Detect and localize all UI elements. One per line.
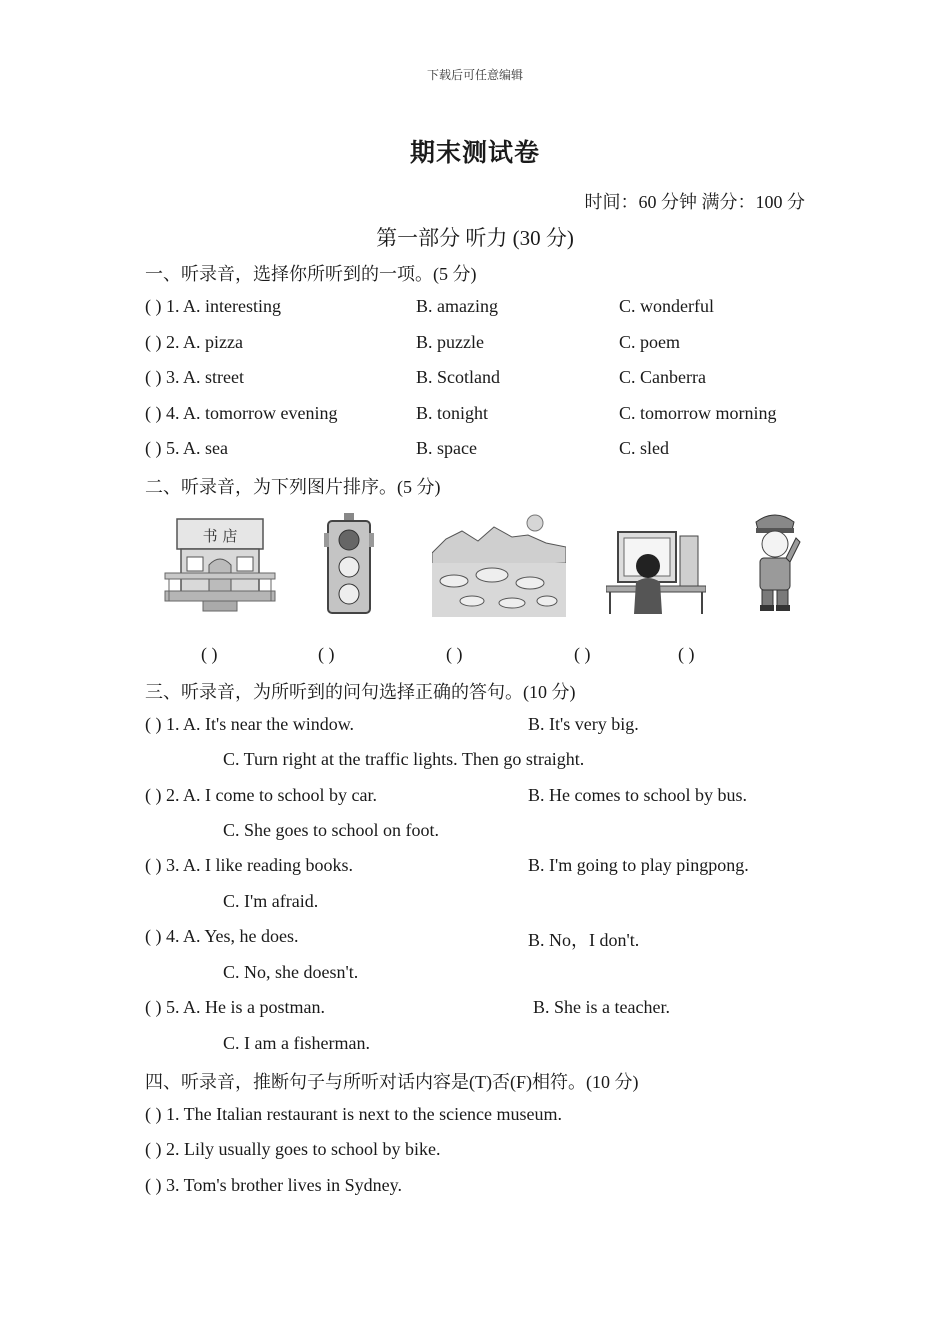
section1-q1: ( ) 1. A. interesting: [145, 296, 281, 316]
section3-q3: ( ) 3. A. I like reading books.: [145, 855, 353, 875]
answer-blank-4[interactable]: ( ): [574, 644, 591, 664]
police-officer-picture: [748, 508, 802, 612]
section1-q3: ( ) 3. A. street: [145, 367, 244, 387]
section3-q3-c: C. I'm afraid.: [223, 891, 319, 911]
section1-q4-b: B. tonight: [416, 403, 489, 423]
exam-meta: 时间：60 分钟 满分：100 分: [584, 192, 805, 212]
answer-blank-2[interactable]: ( ): [318, 644, 335, 664]
page-title: 期末测试卷: [409, 140, 540, 167]
section3-q4-c: C. No, she doesn't.: [223, 962, 359, 982]
section3-heading: 三、听录音，为所听到的问句选择正确的答句。(10 分): [145, 682, 576, 702]
section3-q2: ( ) 2. A. I come to school by car.: [145, 785, 377, 805]
section3-q3-b: B. I'm going to play pingpong.: [528, 855, 749, 875]
traffic-light-picture: [324, 513, 374, 615]
bookstore-sign: 书 店: [202, 527, 238, 545]
section3-q2-b: B. He comes to school by bus.: [528, 785, 747, 805]
section1-q5-c: C. sled: [619, 438, 670, 458]
section3-q1-b: B. It's very big.: [528, 714, 639, 734]
section1-q2-c: C. poem: [619, 332, 680, 352]
section1-q2-b: B. puzzle: [416, 332, 484, 352]
answer-blank-1[interactable]: ( ): [201, 644, 218, 664]
section1-heading: 一、听录音，选择你所听到的一项。(5 分): [145, 264, 477, 284]
section1-q3-c: C. Canberra: [619, 367, 706, 387]
section1-q1-c: C. wonderful: [619, 296, 714, 316]
section4-item-1: ( ) 1. The Italian restaurant is next to the science museum.: [145, 1104, 563, 1124]
section4-heading: 四、听录音，推断句子与所听对话内容是(T)否(F)相符。(10 分): [145, 1072, 639, 1092]
section2-heading: 二、听录音，为下列图片排序。(5 分): [145, 477, 441, 497]
section1-q4-c: C. tomorrow morning: [619, 403, 777, 423]
bookstore-picture: [163, 513, 278, 615]
section3-q2-c: C. She goes to school on foot.: [223, 820, 439, 840]
section1-q4: ( ) 4. A. tomorrow evening: [145, 403, 338, 423]
answer-blank-5[interactable]: ( ): [678, 644, 695, 664]
computer-picture: [606, 526, 706, 616]
section3-q5: ( ) 5. A. He is a postman.: [145, 997, 325, 1017]
answer-blank-3[interactable]: ( ): [446, 644, 463, 664]
header-note: 下载后可任意编辑: [426, 68, 523, 82]
section3-q1: ( ) 1. A. It's near the window.: [145, 714, 355, 734]
section3-q4-b: B. No，I don't.: [528, 930, 640, 950]
section4-item-2: ( ) 2. Lily usually goes to school by bike.: [145, 1139, 441, 1159]
section4-item-3: ( ) 3. Tom's brother lives in Sydney.: [145, 1175, 402, 1195]
section1-q3-b: B. Scotland: [416, 367, 500, 387]
section3-q5-c: C. I am a fisherman.: [223, 1033, 370, 1053]
section1-q1-b: B. amazing: [416, 296, 498, 316]
section1-q2: ( ) 2. A. pizza: [145, 332, 243, 352]
section3-q5-b: B. She is a teacher.: [533, 997, 670, 1017]
part-title: 第一部分 听力 (30 分): [376, 226, 574, 250]
section3-q4: ( ) 4. A. Yes, he does.: [145, 926, 299, 946]
section1-q5: ( ) 5. A. sea: [145, 438, 228, 458]
section3-q1-c: C. Turn right at the traffic lights. Then go straight.: [223, 749, 585, 769]
great-wall-picnic-picture: [432, 513, 566, 617]
section1-q5-b: B. space: [416, 438, 477, 458]
